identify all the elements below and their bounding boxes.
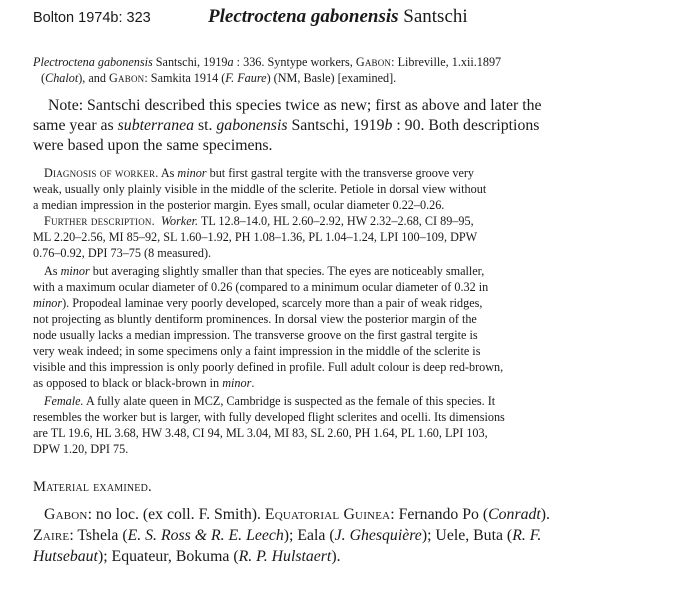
synonymy-line-2: (Chalot), and Gabon: Samkita 1914 (F. Faure) (NM, Basle) [examined]. <box>41 71 397 85</box>
title-species: Plectroctena gabonensis <box>208 6 399 27</box>
material-heading: Material examined. <box>33 479 152 495</box>
note-line-1: Note: Santschi described this species twice as new; first as above and later the <box>48 97 542 114</box>
diagnosis-line-3: a median impression in the posterior margin. Eyes small, ocular diameter 0.22–0.26. <box>33 198 445 212</box>
further-line-3: 0.76–0.92, DPI 73–75 (8 measured). <box>33 246 212 260</box>
female-line-2: resembles the worker but is larger, with fully developed flight sclerites and ocelli. Its dimensions <box>33 410 505 424</box>
description-line-1: As minor but averaging slightly smaller than that species. The eyes are noticeably smaller, <box>44 264 485 278</box>
description-line-6: very weak indeed; in some specimens only a faint impression in the middle of the sclerite is <box>33 344 481 358</box>
female-line-1: Female. A fully alate queen in MCZ, Cambridge is suspected as the female of this species. It <box>44 394 496 408</box>
diagnosis-line-2: weak, usually only plainly visible in the middle of the sclerite. Petiole in dorsal view without <box>33 182 487 196</box>
description-line-8: as opposed to black or black-brown in minor. <box>33 376 255 390</box>
note-line-3: were based upon the same specimens. <box>33 137 273 154</box>
further-heading: Further description. <box>44 214 155 228</box>
further-line-1: Further description. Worker. TL 12.8–14.0, HL 2.60–2.92, HW 2.32–2.68, CI 89–95, <box>44 214 474 228</box>
female-heading: Female. <box>44 394 84 408</box>
description-line-3: minor). Propodeal laminae very poorly developed, scarcely more than a pair of weak ridges, <box>33 296 483 310</box>
diagnosis-line-1: Diagnosis of worker. As minor but first gastral tergite with the transverse groove very <box>44 166 475 180</box>
description-line-7: visible and this impression is only poorly defined in profile. Full adult colour is deep red-brown, <box>33 360 504 374</box>
female-line-4: DPW 1.20, DPI 75. <box>33 442 129 456</box>
synonymy-line-1: Plectroctena gabonensis Santschi, 1919a : 336. Syntype workers, Gabon: Libreville, 1.xii.1897 <box>33 55 502 69</box>
further-line-2: ML 2.20–2.56, MI 85–92, SL 1.60–1.92, PH 1.08–1.36, PL 1.04–1.24, LPI 100–109, DPW <box>33 230 478 244</box>
material-line-1: Gabon: no loc. (ex coll. F. Smith). Equatorial Guinea: Fernando Po (Conradt). <box>44 506 551 523</box>
citation-label: Bolton 1974b: 323 <box>33 10 151 26</box>
description-line-4: not projecting as bluntly dentiform prominences. In dorsal view the posterior margin of the <box>33 312 477 326</box>
material-line-3: Hutsebaut); Equateur, Bokuma (R. P. Hulstaert). <box>33 548 341 565</box>
female-line-3: are TL 19.6, HL 3.68, HW 3.48, CI 94, ML 3.04, MI 83, SL 2.60, PH 1.64, PL 1.60, LPI 103, <box>33 426 488 440</box>
title-author: Santschi <box>403 6 468 27</box>
material-line-2: Zaire: Tshela (E. S. Ross & R. E. Leech); Eala (J. Ghesquière); Uele, Buta (R. F. <box>33 527 542 544</box>
description-line-5: node usually lacks a median impression. The transverse groove on the first gastral tergite is <box>33 328 478 342</box>
note-line-2: same year as subterranea st. gabonensis Santschi, 1919b : 90. Both descriptions <box>33 117 540 134</box>
diagnosis-heading: Diagnosis of worker. <box>44 166 159 180</box>
page-title <box>208 6 468 28</box>
description-line-2: with a maximum ocular diameter of 0.26 (compared to a minimum ocular diameter of 0.32 in <box>33 280 489 294</box>
